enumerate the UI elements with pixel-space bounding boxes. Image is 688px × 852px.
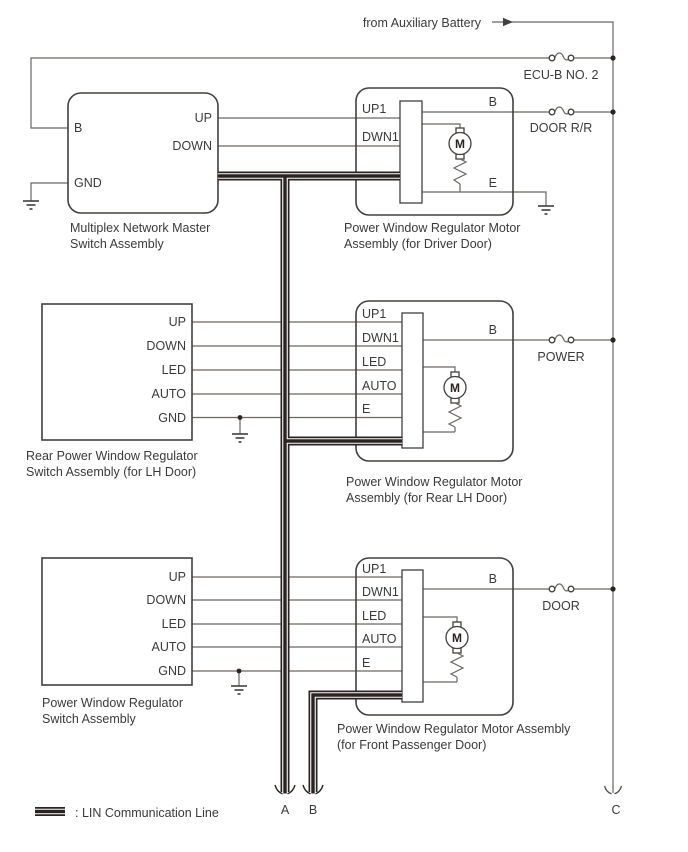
rear-gnd-wire bbox=[192, 418, 402, 435]
motor-m-label: M bbox=[455, 137, 465, 151]
front-motor-feed bbox=[423, 617, 457, 624]
junction-dot bbox=[610, 55, 615, 60]
lin-legend-label: : LIN Communication Line bbox=[75, 806, 219, 820]
pin-label-down: DOWN bbox=[146, 593, 186, 607]
master-switch-labels bbox=[70, 111, 212, 251]
connector-c-label: C bbox=[611, 803, 621, 817]
junction-dot bbox=[610, 586, 615, 591]
fuse-ecu-b-icon bbox=[549, 53, 574, 61]
pin-label-b: B bbox=[488, 572, 497, 586]
rear-motor-return bbox=[423, 427, 455, 432]
pin-label-up: UP bbox=[168, 570, 186, 584]
pin-label-e: E bbox=[362, 402, 371, 416]
pin-label-dwn1: DWN1 bbox=[362, 585, 399, 599]
rear-switch-caption-1: Rear Power Window Regulator bbox=[26, 449, 198, 463]
rear-controller-block bbox=[402, 313, 423, 448]
rear-motor-feed bbox=[423, 367, 455, 374]
pin-label-e: E bbox=[362, 656, 371, 670]
pin-label-gnd: GND bbox=[158, 664, 186, 678]
front-motor-labels bbox=[337, 562, 571, 752]
junction-dot bbox=[237, 669, 242, 674]
aux-battery-wire bbox=[492, 22, 613, 793]
pin-label-b: B bbox=[74, 121, 83, 135]
pin-label-down: DOWN bbox=[146, 339, 186, 353]
front-switch-caption-1: Power Window Regulator bbox=[42, 696, 184, 710]
connector-a-label: A bbox=[280, 803, 290, 817]
master-caption-2: Switch Assembly bbox=[70, 237, 164, 251]
fuse-power-label: POWER bbox=[537, 350, 585, 364]
pin-label-up: UP bbox=[194, 111, 212, 125]
pin-label-up: UP bbox=[168, 315, 186, 329]
fuse-ecu-b-label: ECU-B NO. 2 bbox=[523, 68, 599, 82]
pin-label-led: LED bbox=[362, 355, 387, 369]
pin-label-auto: AUTO bbox=[362, 632, 397, 646]
motor-m-label: M bbox=[450, 381, 460, 395]
driver-caption-2: Assembly (for Driver Door) bbox=[344, 237, 492, 251]
connector-ends bbox=[275, 785, 622, 794]
junction-dots bbox=[237, 55, 616, 673]
driver-motor-feed bbox=[422, 124, 460, 130]
pin-label-led: LED bbox=[161, 617, 186, 631]
front-motor-return bbox=[423, 677, 457, 682]
pin-label-e: E bbox=[488, 176, 497, 190]
pin-label-led: LED bbox=[161, 363, 186, 377]
pin-label-auto: AUTO bbox=[151, 640, 186, 654]
from-aux-battery-label: from Auxiliary Battery bbox=[362, 16, 481, 30]
front-switch-caption-2: Switch Assembly bbox=[42, 712, 136, 726]
front-switch-labels bbox=[42, 570, 186, 726]
ground-icon-driver-e bbox=[538, 206, 554, 214]
ground-icon-front-gnd bbox=[231, 686, 247, 694]
rear-motor-labels bbox=[346, 307, 522, 505]
rear-switch-caption-2: Switch Assembly (for LH Door) bbox=[26, 465, 197, 479]
connector-b-label: B bbox=[308, 803, 318, 817]
pin-label-up1: UP1 bbox=[362, 102, 387, 116]
pin-label-auto: AUTO bbox=[151, 387, 186, 401]
rear-motor-caption-1: Power Window Regulator Motor bbox=[346, 475, 523, 489]
fuse-door-rr-icon bbox=[549, 107, 574, 115]
ground-icon-master bbox=[23, 201, 39, 209]
front-controller-block bbox=[402, 570, 423, 702]
pin-label-gnd: GND bbox=[74, 176, 102, 190]
junction-dot bbox=[610, 337, 615, 342]
fuse-door-rr-label: DOOR R/R bbox=[529, 121, 593, 135]
arrow-right-icon bbox=[503, 18, 513, 26]
thin-wires bbox=[31, 22, 613, 793]
pin-label-dwn1: DWN1 bbox=[362, 331, 399, 345]
motor-symbols bbox=[444, 128, 471, 677]
motor-m-label: M bbox=[452, 631, 462, 645]
driver-controller-block bbox=[400, 101, 422, 203]
pin-label-down: DOWN bbox=[172, 139, 212, 153]
pin-label-up1: UP1 bbox=[362, 562, 387, 576]
ground-icon-rear-gnd bbox=[232, 434, 248, 442]
fuse-door-icon bbox=[549, 584, 574, 592]
rear-switch-labels bbox=[26, 315, 198, 479]
front-motor-caption-2: (for Front Passenger Door) bbox=[337, 738, 487, 752]
pin-label-up1: UP1 bbox=[362, 307, 387, 321]
fuse-power-icon bbox=[549, 335, 574, 343]
junction-dot bbox=[610, 109, 615, 114]
rear-motor-caption-2: Assembly (for Rear LH Door) bbox=[346, 491, 508, 505]
pin-label-b: B bbox=[488, 323, 497, 337]
front-motor-caption-1: Power Window Regulator Motor Assembly bbox=[337, 722, 571, 736]
fuse-door-label: DOOR bbox=[542, 599, 580, 613]
front-gnd-wire bbox=[192, 671, 402, 686]
pin-label-auto: AUTO bbox=[362, 379, 397, 393]
pin-label-b: B bbox=[488, 95, 497, 109]
junction-dot bbox=[238, 415, 243, 420]
pin-label-led: LED bbox=[362, 609, 387, 623]
pin-label-gnd: GND bbox=[158, 411, 186, 425]
master-caption-1: Multiplex Network Master bbox=[70, 221, 211, 235]
driver-e-wire bbox=[422, 184, 546, 206]
pin-label-dwn1: DWN1 bbox=[362, 130, 399, 144]
driver-caption-1: Power Window Regulator Motor bbox=[344, 221, 521, 235]
master-gnd-wire bbox=[31, 183, 68, 201]
